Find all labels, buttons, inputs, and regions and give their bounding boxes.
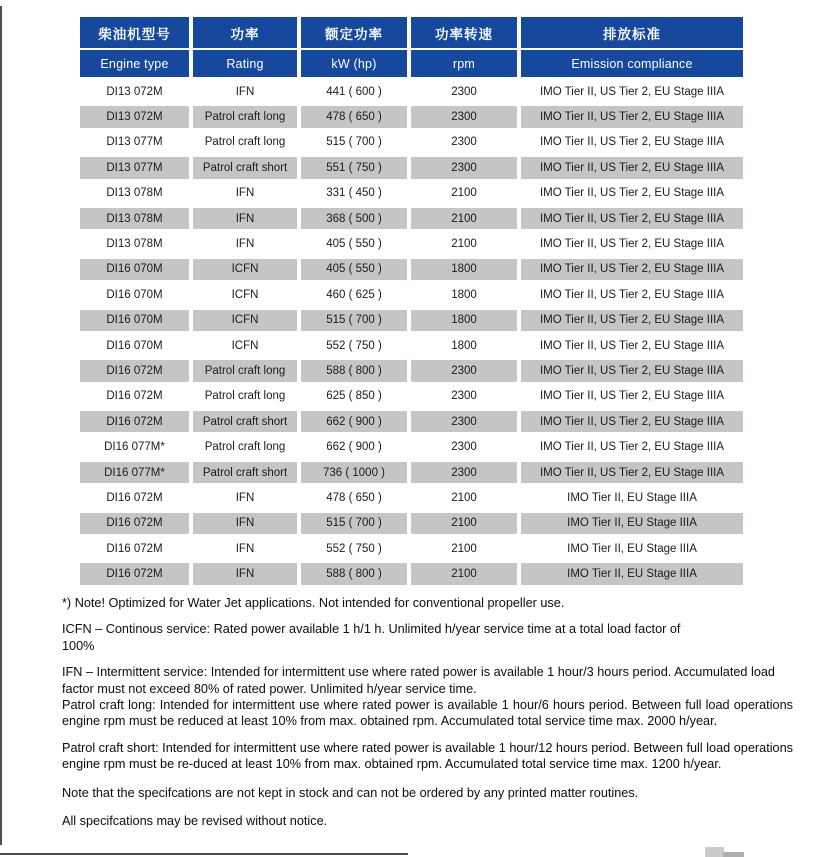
cell-engine-type: DI16 077M* bbox=[104, 441, 165, 454]
table-row bbox=[80, 155, 743, 180]
cell-emission-compliance: IMO Tier II, US Tier 2, EU Stage IIIA bbox=[539, 288, 725, 301]
cell-emission-compliance: IMO Tier II, US Tier 2, EU Stage IIIA bbox=[521, 257, 743, 282]
cell-rated-power: 515 ( 700 ) bbox=[326, 136, 382, 149]
note-ifn: IFN – Intermittent service: Intended for intermittent use where rated power is available 1 hour/3 hours period. Accumulated load factor must not exceed 80% of rated power. Unlimited h/year service time. bbox=[62, 665, 775, 696]
cell-rated-power: 662 ( 900 ) bbox=[301, 409, 407, 434]
table-row bbox=[80, 308, 743, 333]
table-row bbox=[80, 231, 743, 256]
header-rated-power-zh: 额定功率 bbox=[301, 17, 407, 48]
cell-rpm: 2100 bbox=[451, 491, 477, 504]
header-emission-zh: 排放标准 bbox=[521, 17, 743, 48]
cell-engine-type: DI16 072M bbox=[80, 561, 189, 586]
note-revised-without-notice: All specifcations may be revised without notice. bbox=[62, 814, 328, 829]
cell-rating: ICFN bbox=[231, 339, 259, 352]
cell-rating: IFN bbox=[235, 187, 255, 200]
note-not-in-stock: Note that the specifcations are not kept in stock and can not be ordered by any printed matter routines. bbox=[62, 785, 639, 800]
table-row bbox=[80, 257, 743, 282]
cell-rpm: 2100 bbox=[411, 511, 517, 536]
cell-engine-type: DI16 070M bbox=[106, 339, 163, 352]
table-row bbox=[80, 409, 743, 434]
cell-engine-type: DI16 072M bbox=[80, 409, 189, 434]
cell-emission-compliance: IMO Tier II, EU Stage IIIA bbox=[521, 511, 743, 536]
cell-rated-power: 441 ( 600 ) bbox=[326, 85, 382, 98]
table-row bbox=[80, 536, 743, 561]
cell-rated-power: 588 ( 800 ) bbox=[301, 561, 407, 586]
cell-emission-compliance: IMO Tier II, US Tier 2, EU Stage IIIA bbox=[539, 441, 725, 454]
note-patrol-craft-short: Patrol craft short: Intended for intermittent use where rated power is available 1 hour/12 hours period. Between full load operations engine rpm must be re-duced at least 10% from max. obtained rpm. Accumulated total service time max. 1200 h/year. bbox=[62, 740, 793, 772]
table-row bbox=[80, 561, 743, 586]
cell-rated-power: 460 ( 625 ) bbox=[326, 288, 382, 301]
cell-rpm: 2100 bbox=[411, 561, 517, 586]
cell-rating: IFN bbox=[193, 206, 297, 231]
cell-rating: IFN bbox=[235, 238, 255, 251]
cell-rated-power: 588 ( 800 ) bbox=[301, 358, 407, 383]
cell-rating: ICFN bbox=[231, 288, 259, 301]
cell-engine-type: DI16 077M* bbox=[80, 460, 189, 485]
cell-rating: Patrol craft long bbox=[204, 136, 286, 149]
cell-engine-type: DI16 070M bbox=[80, 308, 189, 333]
cell-emission-compliance: IMO Tier II, US Tier 2, EU Stage IIIA bbox=[521, 308, 743, 333]
cell-rating: Patrol craft long bbox=[193, 358, 297, 383]
cell-engine-type: DI13 072M bbox=[106, 85, 163, 98]
table-row bbox=[80, 130, 743, 155]
cell-emission-compliance: IMO Tier II, US Tier 2, EU Stage IIIA bbox=[539, 390, 725, 403]
page-edge-line-bottom bbox=[0, 853, 408, 855]
cell-rating: IFN bbox=[193, 561, 297, 586]
cell-emission-compliance: IMO Tier II, EU Stage IIIA bbox=[521, 561, 743, 586]
header-engine-type-zh: 柴油机型号 bbox=[80, 17, 189, 48]
cell-rpm: 2100 bbox=[451, 238, 477, 251]
cell-emission-compliance: IMO Tier II, US Tier 2, EU Stage IIIA bbox=[521, 155, 743, 180]
cell-rating: IFN bbox=[235, 85, 255, 98]
cell-rating: Patrol craft short bbox=[193, 155, 297, 180]
cell-rated-power: 368 ( 500 ) bbox=[301, 206, 407, 231]
cell-rated-power: 515 ( 700 ) bbox=[301, 308, 407, 333]
cell-engine-type: DI16 070M bbox=[80, 257, 189, 282]
cell-rated-power: 405 ( 550 ) bbox=[326, 238, 382, 251]
header-rated-power-en: kW (hp) bbox=[301, 50, 407, 77]
cell-engine-type: DI13 077M bbox=[106, 136, 163, 149]
cell-rpm: 2100 bbox=[451, 542, 477, 555]
cell-emission-compliance: IMO Tier II, US Tier 2, EU Stage IIIA bbox=[521, 104, 743, 129]
cell-rpm: 2300 bbox=[451, 136, 477, 149]
table-body bbox=[80, 79, 743, 587]
cell-rated-power: 405 ( 550 ) bbox=[301, 257, 407, 282]
note-icfn: ICFN – Continous service: Rated power available 1 h/1 h. Unlimited h/year service time at a total load factor of 100% bbox=[62, 622, 681, 653]
cell-rated-power: 552 ( 750 ) bbox=[326, 542, 382, 555]
cell-rated-power: 625 ( 850 ) bbox=[326, 390, 382, 403]
cell-emission-compliance: IMO Tier II, US Tier 2, EU Stage IIIA bbox=[539, 238, 725, 251]
cell-rpm: 2300 bbox=[451, 85, 477, 98]
table-row bbox=[80, 181, 743, 206]
cell-engine-type: DI16 072M bbox=[106, 491, 163, 504]
note-waterjet: *) Note! Optimized for Water Jet applications. Not intended for conventional propeller use. bbox=[62, 596, 565, 610]
cell-emission-compliance: IMO Tier II, US Tier 2, EU Stage IIIA bbox=[539, 187, 725, 200]
header-emission-en: Emission compliance bbox=[521, 50, 743, 77]
table-row bbox=[80, 384, 743, 409]
cell-emission-compliance: IMO Tier II, US Tier 2, EU Stage IIIA bbox=[521, 206, 743, 231]
note-patrol-craft-long: Patrol craft long: Intended for intermittent use where rated power is available 1 hour/6 hours period. Between full load operations engine rpm must be reduced at least 10% from max. obtained rpm. Accumulated total service time max. 2000 h/year. bbox=[62, 698, 793, 729]
cell-rpm: 2300 bbox=[411, 358, 517, 383]
engine-spec-table bbox=[80, 17, 743, 587]
cell-engine-type: DI16 072M bbox=[80, 358, 189, 383]
table-row bbox=[80, 104, 743, 129]
cell-emission-compliance: IMO Tier II, US Tier 2, EU Stage IIIA bbox=[539, 136, 725, 149]
cell-emission-compliance: IMO Tier II, US Tier 2, EU Stage IIIA bbox=[521, 409, 743, 434]
footnotes-section bbox=[62, 595, 793, 839]
cell-rpm: 1800 bbox=[451, 288, 477, 301]
cell-rpm: 2300 bbox=[411, 104, 517, 129]
header-rating-zh: 功率 bbox=[193, 17, 297, 48]
cell-rpm: 2300 bbox=[451, 390, 477, 403]
cell-emission-compliance: IMO Tier II, US Tier 2, EU Stage IIIA bbox=[521, 460, 743, 485]
page-edge-line-left bbox=[0, 6, 2, 845]
cell-rating: Patrol craft long bbox=[193, 104, 297, 129]
cell-rating: Patrol craft short bbox=[193, 409, 297, 434]
cell-rated-power: 552 ( 750 ) bbox=[326, 339, 382, 352]
cell-rated-power: 478 ( 650 ) bbox=[326, 491, 382, 504]
cell-engine-type: DI13 078M bbox=[106, 187, 163, 200]
table-row bbox=[80, 358, 743, 383]
partial-ui-fragment-shadow bbox=[723, 852, 744, 857]
cell-engine-type: DI16 070M bbox=[106, 288, 163, 301]
cell-engine-type: DI13 077M bbox=[80, 155, 189, 180]
cell-rating: Patrol craft long bbox=[204, 441, 286, 454]
cell-engine-type: DI16 072M bbox=[106, 542, 163, 555]
table-row bbox=[80, 485, 743, 510]
cell-rated-power: 551 ( 750 ) bbox=[301, 155, 407, 180]
cell-rating: ICFN bbox=[193, 308, 297, 333]
cell-engine-type: DI13 078M bbox=[106, 238, 163, 251]
table-row bbox=[80, 434, 743, 459]
table-row bbox=[80, 282, 743, 307]
partial-ui-fragment bbox=[705, 847, 724, 857]
cell-rpm: 2300 bbox=[411, 155, 517, 180]
cell-rated-power: 662 ( 900 ) bbox=[326, 441, 382, 454]
cell-rating: IFN bbox=[193, 511, 297, 536]
header-rating-en: Rating bbox=[193, 50, 297, 77]
table-header bbox=[80, 17, 743, 77]
cell-rated-power: 515 ( 700 ) bbox=[301, 511, 407, 536]
cell-rating: Patrol craft short bbox=[193, 460, 297, 485]
cell-engine-type: DI13 078M bbox=[80, 206, 189, 231]
cell-rating: Patrol craft long bbox=[204, 390, 286, 403]
cell-rpm: 1800 bbox=[451, 339, 477, 352]
cell-emission-compliance: IMO Tier II, US Tier 2, EU Stage IIIA bbox=[539, 339, 725, 352]
table-row bbox=[80, 460, 743, 485]
cell-rated-power: 736 ( 1000 ) bbox=[301, 460, 407, 485]
cell-rpm: 1800 bbox=[411, 308, 517, 333]
cell-emission-compliance: IMO Tier II, EU Stage IIIA bbox=[567, 542, 697, 555]
cell-rpm: 2300 bbox=[451, 441, 477, 454]
table-row bbox=[80, 333, 743, 358]
header-power-speed-en: rpm bbox=[411, 50, 517, 77]
cell-rpm: 2100 bbox=[411, 206, 517, 231]
cell-rpm: 2300 bbox=[411, 460, 517, 485]
table-row bbox=[80, 206, 743, 231]
table-row bbox=[80, 79, 743, 104]
header-power-speed-zh: 功率转速 bbox=[411, 17, 517, 48]
cell-rpm: 2100 bbox=[451, 187, 477, 200]
cell-emission-compliance: IMO Tier II, US Tier 2, EU Stage IIIA bbox=[539, 85, 725, 98]
cell-rating: IFN bbox=[235, 491, 255, 504]
cell-emission-compliance: IMO Tier II, EU Stage IIIA bbox=[567, 491, 697, 504]
cell-rating: ICFN bbox=[193, 257, 297, 282]
cell-emission-compliance: IMO Tier II, US Tier 2, EU Stage IIIA bbox=[521, 358, 743, 383]
cell-rating: IFN bbox=[235, 542, 255, 555]
cell-rpm: 1800 bbox=[411, 257, 517, 282]
cell-rated-power: 331 ( 450 ) bbox=[326, 187, 382, 200]
header-engine-type-en: Engine type bbox=[80, 50, 189, 77]
cell-rpm: 2300 bbox=[411, 409, 517, 434]
cell-rated-power: 478 ( 650 ) bbox=[301, 104, 407, 129]
table-row bbox=[80, 511, 743, 536]
cell-engine-type: DI16 072M bbox=[106, 390, 163, 403]
cell-engine-type: DI16 072M bbox=[80, 511, 189, 536]
cell-engine-type: DI13 072M bbox=[80, 104, 189, 129]
